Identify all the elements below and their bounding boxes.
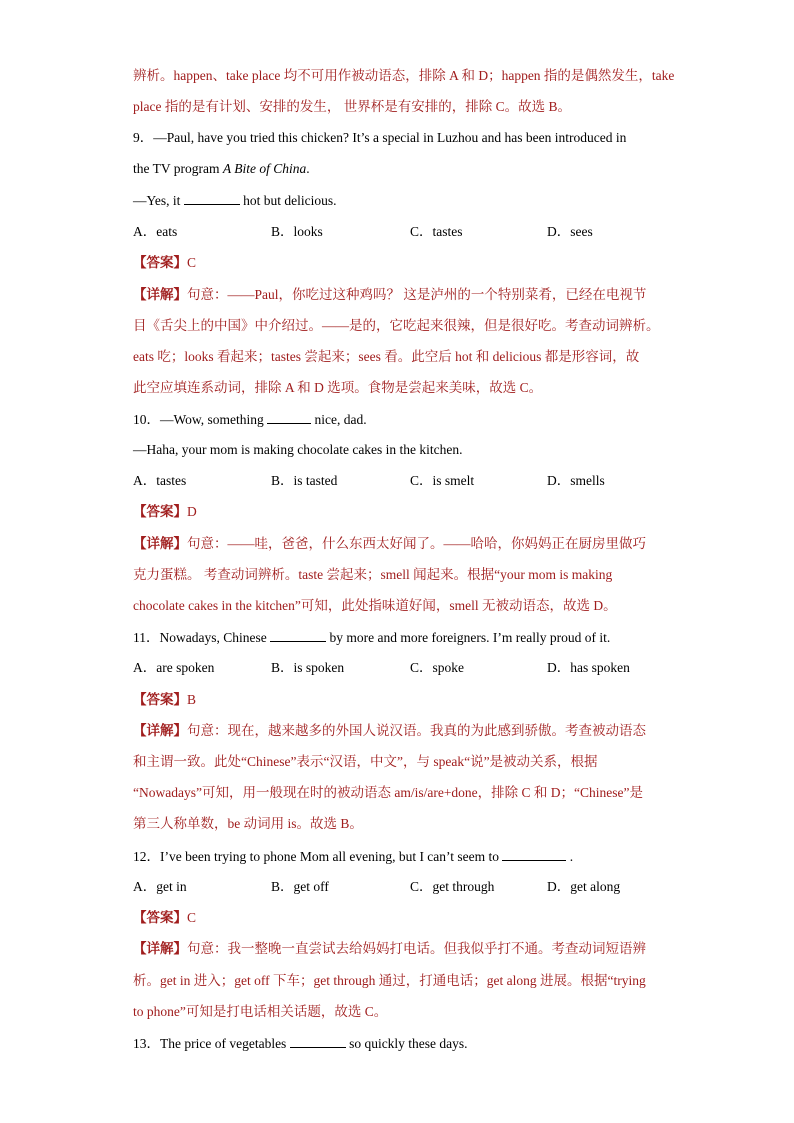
q12-option-b: B．get off (271, 879, 329, 894)
explain-label: 【详解】 (133, 536, 187, 551)
q13-stem-line-1 (133, 1033, 664, 1054)
q12-option-d: D．get along (547, 879, 621, 894)
q10-option-a: A．tastes (133, 473, 187, 488)
explain-label: 【详解】 (133, 723, 187, 738)
answer-label: 【答案】 (133, 910, 187, 925)
answer-label: 【答案】 (133, 255, 187, 270)
q13-stem-text: so quickly these days. (345, 1036, 468, 1051)
q9-explain-line-2: 目《舌尖上的中国》中介绍过。——是的，它吃起来很辣，但是很好吃。考查动词辨析。 (133, 318, 660, 333)
q10-stem-line-2: —Haha, your mom is making chocolate cakes in the kitchen. (133, 442, 463, 457)
q9-stem-line-2 (133, 159, 664, 179)
q9-answer-blank (184, 190, 240, 205)
explain-text: 句意：我一整晚一直尝试去给妈妈打电话。但我似乎打不通。考查动词短语辨 (187, 941, 646, 956)
q11-options (133, 658, 693, 678)
q10-stem-line-1 (133, 409, 664, 430)
prev-explain-line-2: place 指的是有计划、安排的发生， 世界杯是有安排的，排除 C。故选 B。 (133, 99, 571, 114)
explain-text: 句意：——哇，爸爸，什么东西太好闻了。——哈哈，你妈妈正在厨房里做巧 (187, 536, 646, 551)
q12-explain-line-1 (133, 939, 664, 959)
explain-text: 句意：——Paul，你吃过这种鸡吗？ 这是泸州的一个特别菜肴，已经在电视节 (187, 287, 647, 302)
q10-stem-text: nice, dad. (311, 412, 367, 427)
q9-stem-line-1: 9．—Paul, have you tried this chicken? It’s a special in Luzhou and has been introduced in (133, 130, 627, 145)
q11-option-a: A．are spoken (133, 660, 215, 675)
q10-option-b: B．is tasted (271, 473, 338, 488)
q9-explain-line-3: eats 吃；looks 看起来；tastes 尝起来；sees 看。此空后 hot 和 delicious 都是形容词，故 (133, 349, 640, 364)
q12-answer-blank (502, 846, 566, 861)
q9-stem-text: the TV program (133, 161, 223, 176)
q10-explain-line-1 (133, 534, 664, 554)
q11-explain-line-3: “Nowadays”可知，用一般现在时的被动语态 am/is/are+done，排除 C 和 D；“Chinese”是 (133, 785, 644, 800)
q11-option-b: B．is spoken (271, 660, 345, 675)
q12-stem-text: . (566, 849, 574, 864)
q10-option-d: D．smells (547, 473, 605, 488)
q11-answer-blank (270, 627, 326, 642)
q11-option-d: D．has spoken (547, 660, 630, 675)
answer-value: D (187, 504, 197, 519)
q12-stem-line-1 (133, 846, 664, 867)
q9-answer (133, 253, 664, 273)
q10-explain-line-3: chocolate cakes in the kitchen”可知，此处指味道好闻，smell 无被动语态，故选 D。 (133, 598, 617, 613)
q12-option-a: A．get in (133, 879, 187, 894)
q11-option-c: C．spoke (410, 660, 464, 675)
q9-explain-line-4: 此空应填连系动词，排除 A 和 D 选项。食物是尝起来美味，故选 C。 (133, 380, 543, 395)
explain-label: 【详解】 (133, 941, 187, 956)
q10-answer-blank (267, 409, 311, 424)
q9-explain-line-1 (133, 285, 664, 305)
answer-value: C (187, 910, 197, 925)
q10-option-c: C．is smelt (410, 473, 475, 488)
q9-option-d: D．sees (547, 224, 593, 239)
q9-stem-line-3 (133, 190, 664, 211)
q12-options (133, 877, 693, 897)
q12-stem-text: 12．I’ve been trying to phone Mom all evening, but I can’t seem to (133, 849, 503, 864)
q10-explain-line-2: 克力蛋糕。 考查动词辨析。taste 尝起来；smell 闻起来。根据“your mom is making (133, 567, 613, 582)
q9-stem-text: —Yes, it (133, 193, 184, 208)
prev-explain-line-1: 辨析。happen、take place 均不可用作被动语态，排除 A 和 D；happen 指的是偶然发生，take (133, 68, 675, 83)
q12-explain-line-2: 析。get in 进入；get off 下车；get through 通过，打通电话；get along 进展。根据“trying (133, 973, 646, 988)
q11-explain-line-4: 第三人称单数，be 动词用 is。故选 B。 (133, 816, 363, 831)
answer-value: C (187, 255, 197, 270)
q9-option-b: B．looks (271, 224, 323, 239)
q11-explain-line-1 (133, 721, 664, 741)
q9-stem-text: . (306, 161, 310, 176)
q11-answer (133, 690, 664, 710)
q10-stem-text: 10．—Wow, something (133, 412, 268, 427)
q9-program-title: A Bite of China (222, 161, 307, 176)
q12-explain-line-3: to phone”可知是打电话相关话题，故选 C。 (133, 1004, 388, 1019)
q9-option-c: C．tastes (410, 224, 463, 239)
q13-answer-blank (290, 1033, 346, 1048)
q9-options (133, 222, 693, 242)
answer-value: B (187, 692, 197, 707)
q11-stem-text: 11．Nowadays, Chinese (133, 630, 271, 645)
explain-text: 句意：现在，越来越多的外国人说汉语。我真的为此感到骄傲。考查被动语态 (187, 723, 646, 738)
q12-answer (133, 908, 664, 928)
answer-label: 【答案】 (133, 504, 187, 519)
explain-label: 【详解】 (133, 287, 187, 302)
q9-stem-text: hot but delicious. (239, 193, 337, 208)
answer-label: 【答案】 (133, 692, 187, 707)
q10-answer (133, 502, 664, 522)
q11-stem-text: by more and more foreigners. I’m really proud of it. (326, 630, 611, 645)
q12-option-c: C．get through (410, 879, 495, 894)
q13-stem-text: 13．The price of vegetables (133, 1036, 290, 1051)
q10-options (133, 471, 693, 491)
q9-option-a: A．eats (133, 224, 178, 239)
q11-stem-line-1 (133, 627, 664, 648)
q11-explain-line-2: 和主谓一致。此处“Chinese”表示“汉语，中文”，与 speak“说”是被动关系，根据 (133, 754, 598, 769)
